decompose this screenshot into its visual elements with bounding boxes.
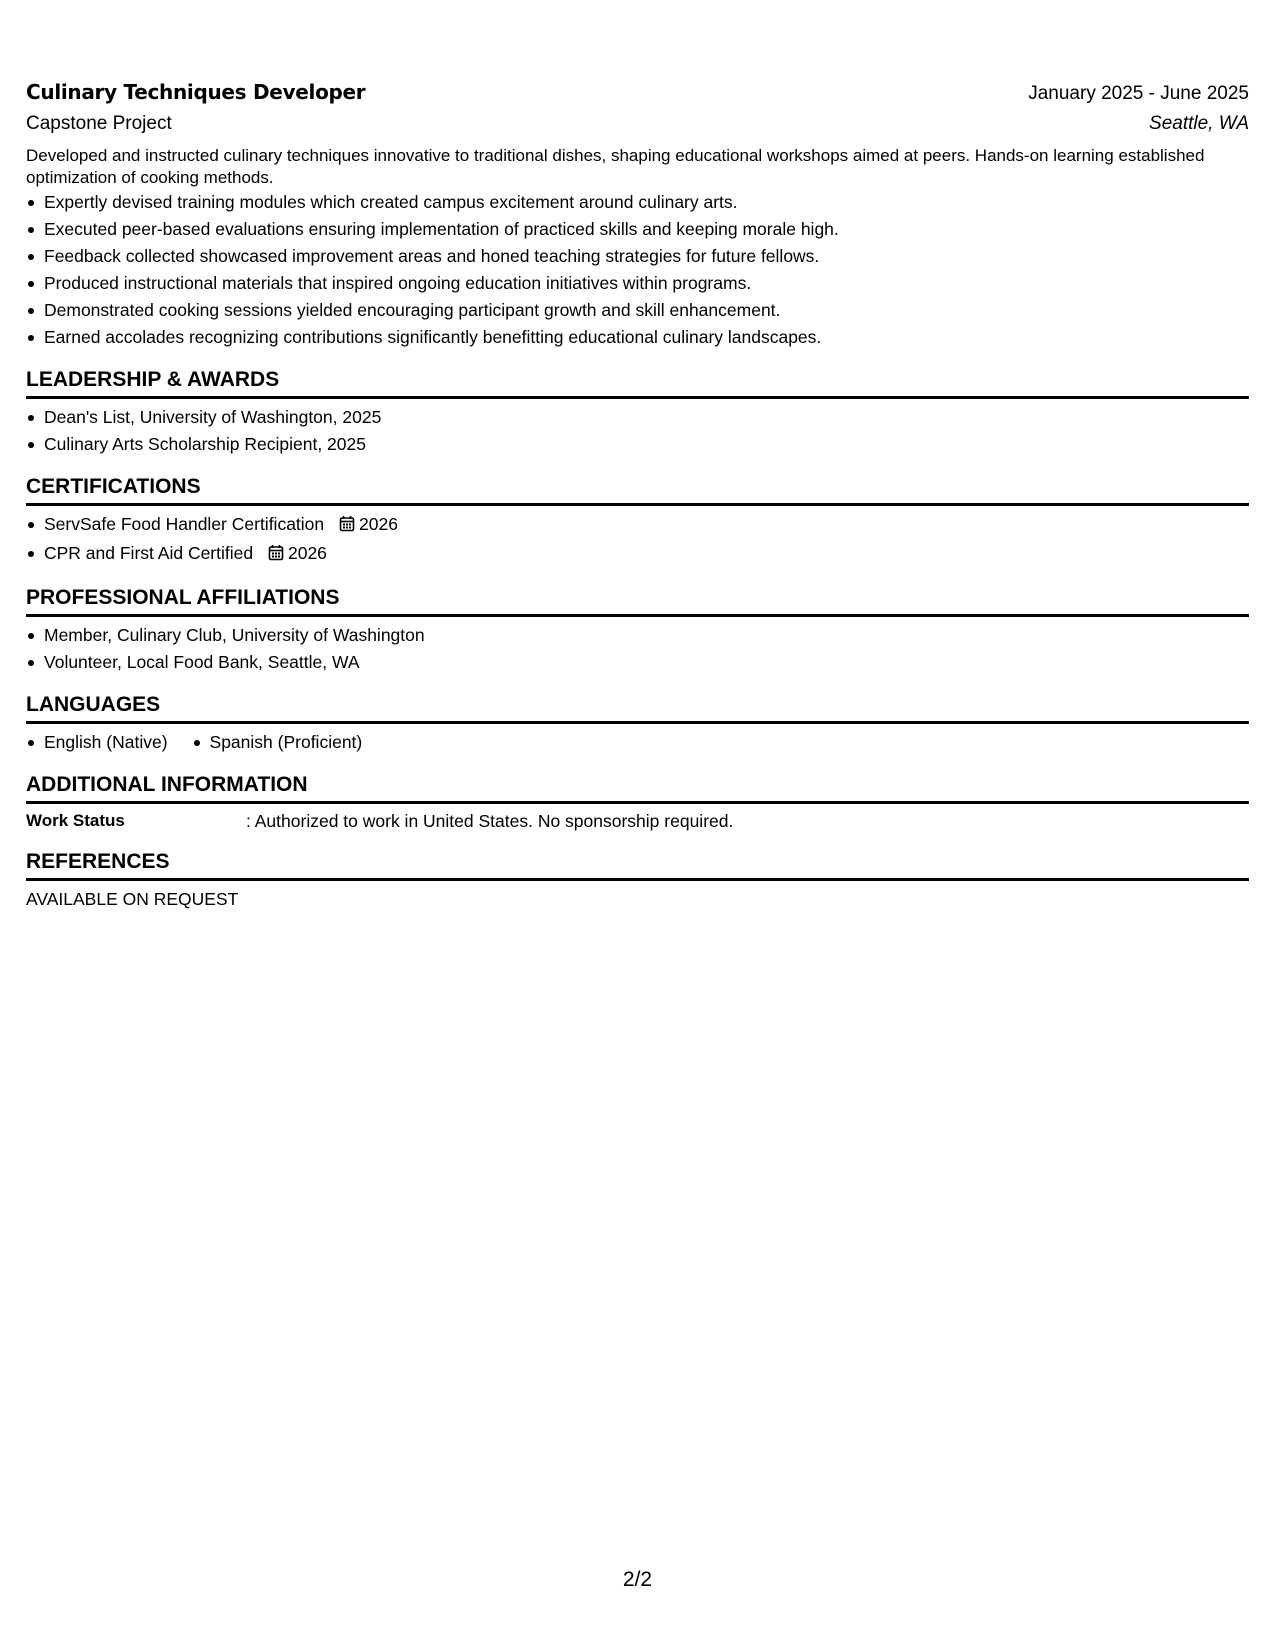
experience-header (26, 78, 1249, 108)
leadership-list (26, 404, 1249, 458)
calendar-icon (339, 513, 355, 540)
list-item: Expertly devised training modules which created campus excitement around culinary arts. (26, 189, 1249, 216)
job-location: Seattle, WA (1149, 113, 1249, 134)
experience-subheader (26, 111, 1249, 137)
certification-year: 2026 (359, 514, 398, 534)
job-title: Culinary Techniques Developer (26, 80, 366, 104)
languages-section (26, 690, 1249, 756)
list-item: Dean's List, University of Washington, 2025 (26, 404, 1249, 431)
experience-summary: Developed and instructed culinary techniques innovative to traditional dishes, shaping educational workshops aimed at peers. Hands-on learning established optimization of cooking methods. (26, 146, 1205, 187)
list-item: Earned accolades recognizing contributions significantly benefitting educational culinary landscapes. (26, 324, 1249, 351)
section-heading: CERTIFICATIONS (26, 472, 1249, 506)
experience-bullets (26, 189, 1249, 351)
job-dates: January 2025 - June 2025 (1028, 83, 1249, 104)
affiliations-section (26, 583, 1249, 676)
certification-year: 2026 (287, 543, 327, 563)
certification-name: CPR and First Aid Certified (44, 543, 254, 563)
work-status-label: Work Status (26, 811, 125, 830)
list-item: Produced instructional materials that inspired ongoing education initiatives within programs. (26, 270, 1249, 297)
certification-name: ServSafe Food Handler Certification (44, 514, 325, 534)
list-item: Feedback collected showcased improvement areas and honed teaching strategies for future fellows. (26, 243, 1249, 270)
list-item (26, 511, 1249, 540)
languages-list (26, 729, 1249, 756)
list-item (26, 540, 1249, 569)
leadership-section (26, 365, 1249, 458)
references-section (26, 847, 1249, 912)
list-item: Demonstrated cooking sessions yielded encouraging participant growth and skill enhancement. (26, 297, 1249, 324)
section-heading: REFERENCES (26, 847, 1249, 881)
certifications-list (26, 511, 1249, 569)
section-heading: LANGUAGES (26, 690, 1249, 724)
additional-info-section (26, 770, 1249, 833)
section-heading: PROFESSIONAL AFFILIATIONS (26, 583, 1249, 617)
resume-page (26, 78, 1249, 912)
section-heading: LEADERSHIP & AWARDS (26, 365, 1249, 399)
work-status-row (26, 809, 1249, 833)
list-item: Spanish (Proficient) (192, 729, 363, 756)
organization-name: Capstone Project (26, 113, 172, 134)
work-status-value: : Authorized to work in United States. No sponsorship required. (246, 811, 734, 831)
list-item: Culinary Arts Scholarship Recipient, 2025 (26, 431, 1249, 458)
page-number: 2/2 (622, 1568, 653, 1591)
references-text: AVAILABLE ON REQUEST (26, 889, 239, 909)
list-item: English (Native) (26, 729, 168, 756)
list-item: Executed peer-based evaluations ensuring implementation of practiced skills and keeping morale high. (26, 216, 1249, 243)
calendar-icon (268, 542, 284, 569)
section-heading: ADDITIONAL INFORMATION (26, 770, 1249, 804)
list-item: Volunteer, Local Food Bank, Seattle, WA (26, 649, 1249, 676)
certifications-section (26, 472, 1249, 569)
affiliations-list (26, 622, 1249, 676)
list-item: Member, Culinary Club, University of Washington (26, 622, 1249, 649)
